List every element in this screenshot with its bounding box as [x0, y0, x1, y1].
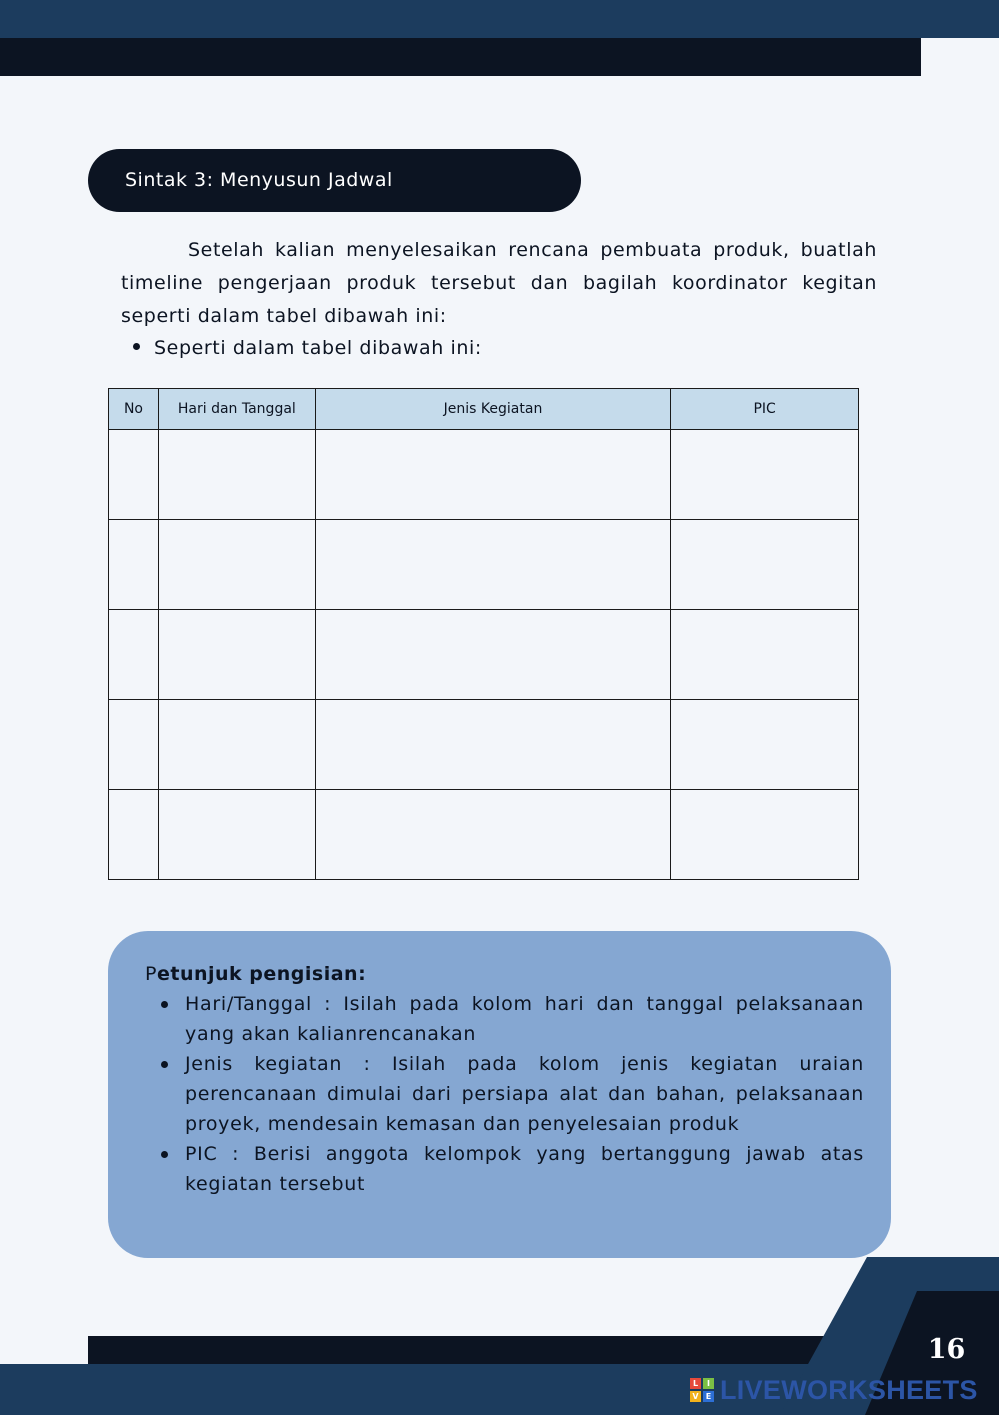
instructions-title-initial: P: [145, 963, 157, 985]
logo-letter-l: L: [690, 1378, 701, 1389]
logo-letter-i: I: [703, 1378, 714, 1389]
cell-activity[interactable]: [315, 610, 671, 700]
liveworksheets-watermark: [690, 1376, 978, 1404]
table-row: [109, 700, 859, 790]
cell-no[interactable]: [109, 430, 159, 520]
cell-activity[interactable]: [315, 790, 671, 880]
instructions-title-rest: etunjuk pengisian:: [156, 963, 367, 985]
intro-bullet: [133, 332, 482, 365]
instructions-title: [145, 959, 864, 989]
cell-pic[interactable]: [671, 430, 859, 520]
schedule-table: [108, 388, 859, 880]
cell-no[interactable]: [109, 700, 159, 790]
cell-no[interactable]: [109, 790, 159, 880]
bullet-dot-icon: [161, 1151, 168, 1158]
cell-pic[interactable]: [671, 700, 859, 790]
cell-pic[interactable]: [671, 520, 859, 610]
cell-date[interactable]: [158, 790, 315, 880]
list-item: [145, 1139, 864, 1199]
cell-no[interactable]: [109, 610, 159, 700]
table-row: [109, 520, 859, 610]
cell-pic[interactable]: [671, 610, 859, 700]
list-item: [145, 989, 864, 1049]
logo-letter-e: E: [703, 1391, 714, 1402]
section-title-pill: [88, 149, 581, 212]
header-activity: Jenis Kegiatan: [315, 389, 671, 430]
logo-letter-v: V: [690, 1391, 701, 1402]
bullet-dot-icon: [161, 1001, 168, 1008]
instructions-list: [145, 989, 864, 1199]
table-row: [109, 430, 859, 520]
cell-date[interactable]: [158, 610, 315, 700]
cell-date[interactable]: [158, 430, 315, 520]
cell-date[interactable]: [158, 520, 315, 610]
table-header-row: [109, 389, 859, 430]
bullet-dot-icon: [133, 343, 140, 350]
header-no: No: [109, 389, 159, 430]
cell-activity[interactable]: [315, 700, 671, 790]
cell-pic[interactable]: [671, 790, 859, 880]
header-date: Hari dan Tanggal: [158, 389, 315, 430]
liveworksheets-logo-icon: [690, 1378, 714, 1402]
intro-paragraph: Setelah kalian menyelesaikan rencana pembuata produk, buatlah timeline pengerjaan produk tersebut dan bagilah koordinator kegitan seperti dalam tabel dibawah ini:: [121, 239, 877, 327]
cell-date[interactable]: [158, 700, 315, 790]
table-row: [109, 790, 859, 880]
section-title: Sintak 3: Menyusun Jadwal: [125, 169, 393, 191]
cell-activity[interactable]: [315, 520, 671, 610]
instructions-box: [108, 931, 891, 1258]
bullet-dot-icon: [161, 1061, 168, 1068]
page-number: 16: [927, 1334, 966, 1365]
cell-no[interactable]: [109, 520, 159, 610]
header-band-light: [0, 0, 999, 38]
watermark-text: LIVEWORKSHEETS: [720, 1374, 978, 1405]
header-band-dark: [0, 38, 921, 76]
intro-bullet-text: Seperti dalam tabel dibawah ini:: [154, 337, 482, 359]
instruction-text: Jenis kegiatan : Isilah pada kolom jenis kegiatan uraian perencanaan dimulai dari persiapa alat dan bahan, pelaksanaan proyek, mendesain kemasan dan penyelesaian produk: [185, 1053, 864, 1135]
table-row: [109, 610, 859, 700]
cell-activity[interactable]: [315, 430, 671, 520]
header-pic: PIC: [671, 389, 859, 430]
instruction-text: PIC : Berisi anggota kelompok yang bertanggung jawab atas kegiatan tersebut: [185, 1143, 864, 1195]
instruction-text: Hari/Tanggal : Isilah pada kolom hari dan tanggal pelaksanaan yang akan kalianrencanakan: [185, 993, 864, 1045]
list-item: [145, 1049, 864, 1139]
